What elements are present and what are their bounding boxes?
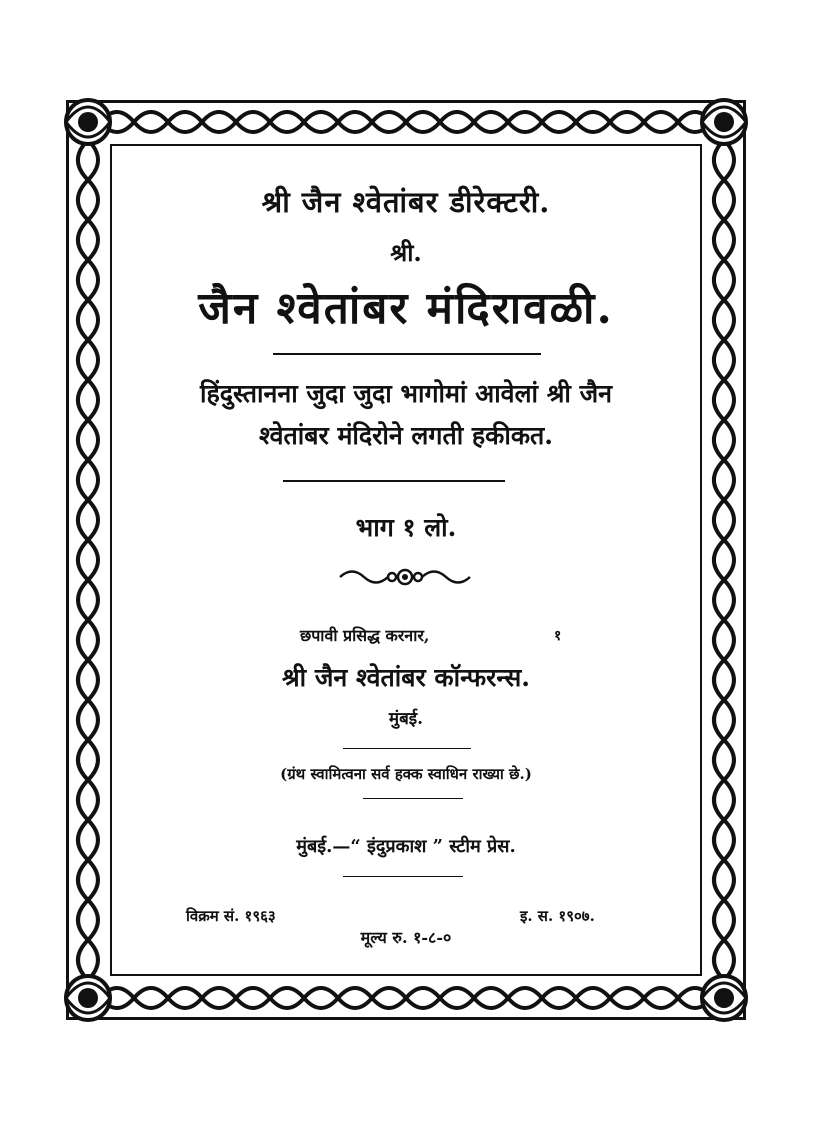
vikram-year: विक्रम सं. १९६३ <box>186 907 276 925</box>
subtitle-line-1: हिंदुस्तानना जुदा जुदा भागोमां आवेलां श्री जैन <box>199 379 613 408</box>
publisher-city: मुंबई. <box>388 709 424 729</box>
publisher-mark: १ <box>554 628 562 644</box>
ornamental-border-right <box>702 100 746 1020</box>
divider-rule <box>343 748 471 749</box>
corner-flourish-icon <box>58 968 118 1028</box>
ornamental-border-bottom <box>66 976 746 1020</box>
corner-flourish-icon <box>694 968 754 1028</box>
flourish-ornament-icon <box>336 566 474 588</box>
ornamental-border-left <box>66 100 110 1020</box>
main-title: जैन श्वेतांबर मंदिरावळी. <box>198 283 614 334</box>
ad-year: इ. स. १९०७. <box>520 907 595 925</box>
press-name: मुंबई.—“ इंदुप्रकाश ” स्टीम प्रेस. <box>296 836 516 857</box>
corner-flourish-icon <box>58 92 118 152</box>
subtitle-line-2: श्वेतांबर मंदिरोने लगती हकीकत. <box>259 421 553 450</box>
invocation-text: श्री. <box>390 238 422 267</box>
rights-notice: (ग्रंथ स्वामित्वना सर्व हक्क स्वाधिन राख्या छे.) <box>280 765 532 783</box>
corner-flourish-icon <box>694 92 754 152</box>
divider-rule <box>273 353 541 355</box>
divider-rule <box>363 798 463 799</box>
publisher-label: छपावी प्रसिद्ध करनार, <box>300 626 430 645</box>
price: मूल्य रु. १-८-० <box>360 928 452 947</box>
part-number: भाग १ लो. <box>355 513 457 542</box>
divider-rule <box>283 480 505 482</box>
ornamental-border-top <box>66 100 746 144</box>
divider-rule <box>343 876 463 877</box>
directory-title: श्री जैन श्वेतांबर डीरेक्टरी. <box>261 185 551 219</box>
publisher-name: श्री जैन श्वेतांबर कॉन्फरन्स. <box>281 663 531 692</box>
